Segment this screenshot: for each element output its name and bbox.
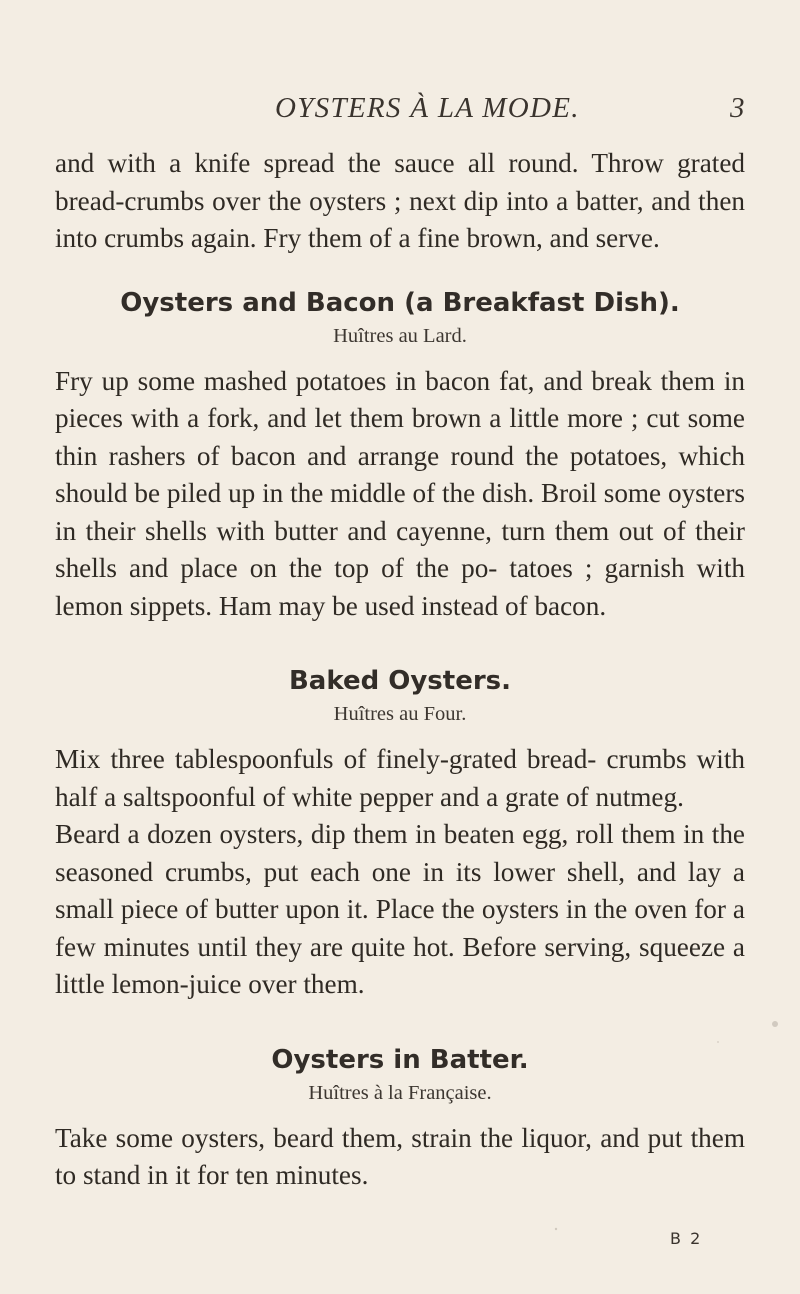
- running-title: OYSTERS À LA MODE.: [275, 92, 580, 124]
- printer-signature: B 2: [670, 1229, 703, 1248]
- recipe-french-title: Huîtres à la Française.: [308, 1081, 492, 1104]
- recipe-title: Oysters in Batter.: [271, 1044, 529, 1075]
- page-header: [0, 92, 800, 136]
- continued-paragraph: and with a knife spread the sauce all round. Throw grated bread-crumbs over the oysters ; next dip into a batter, and then into crumbs again. Fry them of a fine brown, and serve.: [55, 148, 745, 253]
- recipe-paragraph: Beard a dozen oysters, dip them in beaten egg, roll them in the seasoned crumbs, put each one in its lower shell, and lay a small piece of butter upon it. Place the oysters in the oven for a few minutes until they are quite hot. Before serving, squeeze a little lemon-juice over them.: [55, 819, 745, 999]
- recipe-oysters-in-batter: [55, 1043, 745, 1195]
- recipe-french-title: Huîtres au Four.: [333, 703, 467, 725]
- recipe-paragraph: Mix three tablespoonfuls of finely-grated bread- crumbs with half a saltspoonful of white pepper and a grate of nutmeg.: [55, 744, 745, 812]
- paper-speck: [772, 1021, 778, 1027]
- recipe-paragraph: Take some oysters, beard them, strain the liquor, and put them to stand in it for ten minutes.: [55, 1122, 745, 1190]
- page-number: 3: [730, 92, 745, 124]
- recipe-french-title: Huîtres au Lard.: [333, 324, 467, 347]
- recipe-baked-oysters: [55, 664, 745, 1004]
- recipe-title: Oysters and Bacon (a Breakfast Dish).: [120, 287, 680, 318]
- recipe-title: Baked Oysters.: [288, 666, 511, 696]
- recipe-paragraph: Fry up some mashed potatoes in bacon fat, and break them in pieces with a fork, and let them brown a little more ; cut some thin rashers of bacon and arrange round the potatoes, which should be piled up in the middle of the dish. Broil some oysters in their shells with butter and cayenne, turn them out of their shells and place on the top of the po- tatoes ; garnish with lemon sippets. Ham may be used instead of bacon.: [55, 365, 745, 621]
- page-content: [55, 145, 745, 1195]
- paper-speck: [555, 1228, 557, 1230]
- recipe-oysters-and-bacon: [55, 286, 745, 626]
